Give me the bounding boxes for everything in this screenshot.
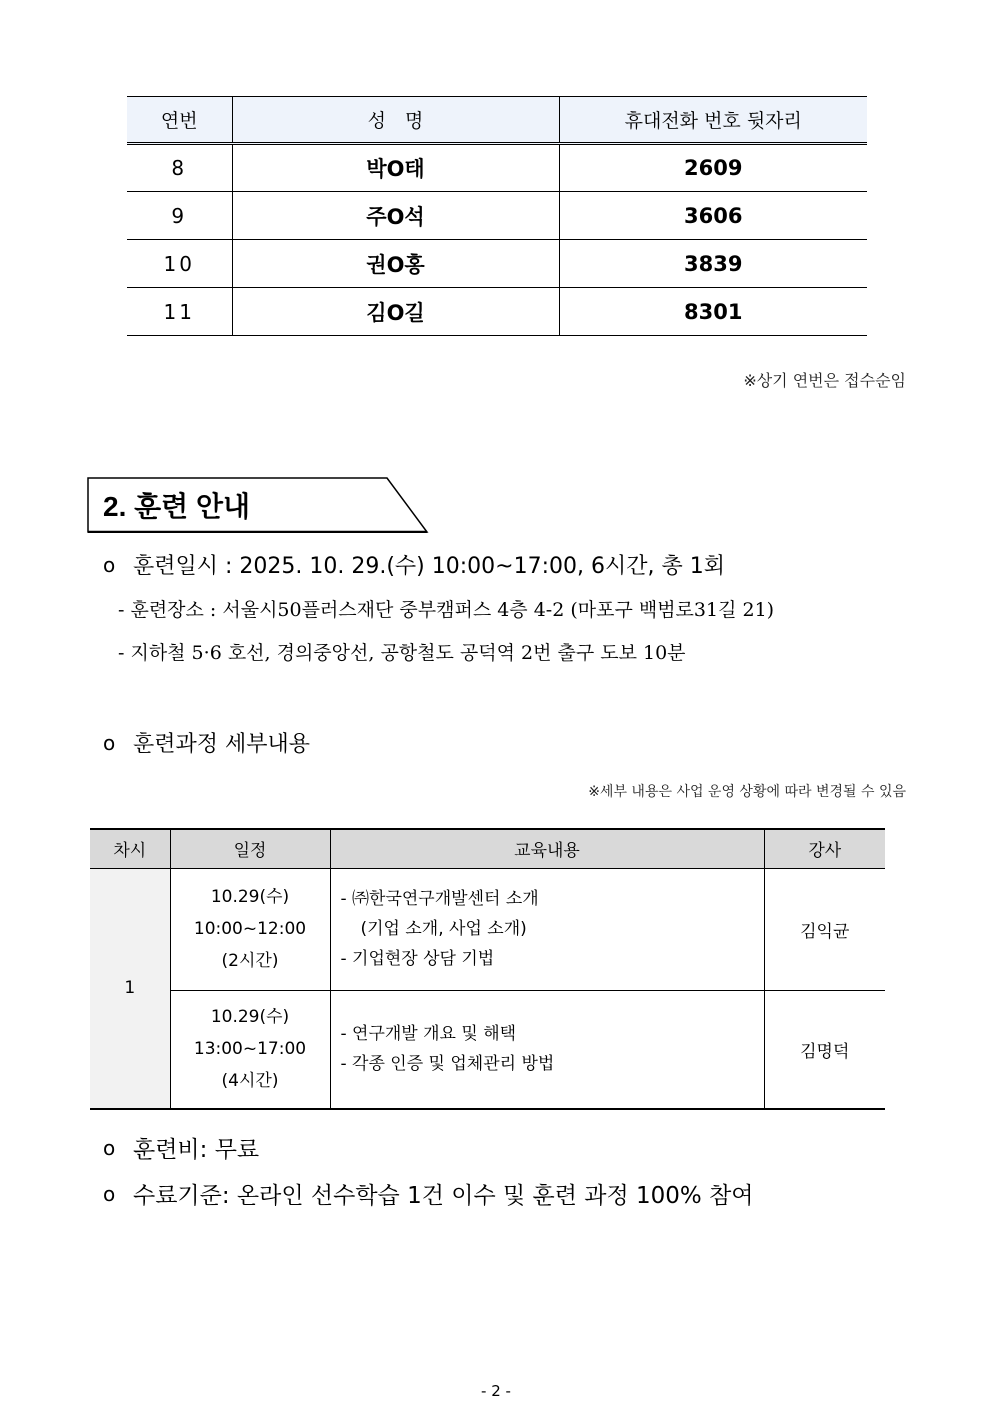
details-text: 훈련과정 세부내용 — [133, 732, 311, 757]
header-instructor: 강사 — [764, 829, 885, 868]
completion-bullet — [103, 1177, 754, 1210]
bullet-icon: o — [103, 730, 116, 755]
schedule-cell — [170, 868, 330, 990]
curriculum-table — [90, 828, 885, 1110]
row-no: 9 — [127, 192, 232, 240]
table-row — [90, 868, 885, 990]
content-line: - 연구개발 개요 및 해택 — [340, 1024, 517, 1045]
participants-footnote: ※상기 연번은 접수순임 — [743, 371, 906, 390]
details-note: ※세부 내용은 사업 운영 상황에 따라 변경될 수 있음 — [588, 784, 906, 800]
table-row — [90, 990, 885, 1109]
section-title: 2. 훈련 안내 — [103, 491, 251, 522]
schedule-cell — [170, 990, 330, 1109]
table-row — [127, 288, 867, 336]
schedule-date: 10.29(수) — [210, 887, 290, 907]
instructor-cell: 김명덕 — [764, 990, 885, 1109]
instructor-cell: 김익균 — [764, 868, 885, 990]
schedule-date: 10.29(수) — [210, 1007, 290, 1028]
content-line: - 기업현장 상담 기법 — [340, 949, 495, 969]
table-header-row — [90, 829, 885, 868]
table-row — [127, 144, 867, 192]
row-no: 11 — [127, 288, 232, 336]
schedule-bullet — [103, 549, 725, 580]
schedule-duration: (4시간) — [221, 1071, 279, 1092]
location-line: - 훈련장소 : 서울시50플러스재단 중부캠퍼스 4층 4-2 (마포구 백범로31길 21) — [118, 599, 775, 621]
details-bullet — [103, 727, 310, 758]
row-name: 박O태 — [232, 144, 559, 192]
header-phone: 휴대전화 번호 뒷자리 — [559, 97, 867, 144]
row-no: 10 — [127, 240, 232, 288]
row-name: 김O길 — [232, 288, 559, 336]
table-row — [127, 240, 867, 288]
completion-text: 수료기준: 온라인 선수학습 1건 이수 및 훈련 과정 100% 참여 — [133, 1183, 754, 1209]
row-phone: 8301 — [559, 288, 867, 336]
header-name: 성 명 — [232, 97, 559, 144]
row-no: 8 — [127, 144, 232, 192]
bullet-icon: o — [103, 1135, 116, 1160]
schedule-duration: (2시간) — [221, 951, 279, 971]
row-name: 주O석 — [232, 192, 559, 240]
header-content: 교육내용 — [330, 829, 764, 868]
table-header-row — [127, 97, 867, 144]
bullet-icon: o — [103, 1181, 116, 1206]
participants-table — [127, 96, 867, 336]
bullet-icon: o — [103, 552, 116, 577]
table-row — [127, 192, 867, 240]
row-phone: 2609 — [559, 144, 867, 192]
transit-line: - 지하철 5·6 호선, 경의중앙선, 공항철도 공덕역 2번 출구 도보 10분 — [118, 642, 686, 664]
header-schedule: 일정 — [170, 829, 330, 868]
content-line: - 각종 인증 및 업체관리 방법 — [340, 1054, 555, 1075]
page-number: - 2 - — [481, 1382, 511, 1400]
session-number: 1 — [90, 868, 170, 1109]
fee-bullet — [103, 1131, 259, 1164]
schedule-time: 13:00~17:00 — [193, 1039, 307, 1060]
content-cell — [330, 990, 764, 1109]
content-cell — [330, 868, 764, 990]
content-line: (기업 소개, 사업 소개) — [360, 919, 527, 939]
row-phone: 3606 — [559, 192, 867, 240]
row-phone: 3839 — [559, 240, 867, 288]
schedule-time: 10:00~12:00 — [193, 919, 307, 939]
schedule-text: 훈련일시 : 2025. 10. 29.(수) 10:00~17:00, 6시간, 총 1회 — [133, 554, 725, 579]
header-session: 차시 — [90, 829, 170, 868]
section-heading-box — [87, 477, 429, 533]
header-no: 연번 — [127, 97, 232, 144]
fee-text: 훈련비: 무료 — [133, 1137, 260, 1163]
content-line: - ㈜한국연구개발센터 소개 — [340, 889, 539, 909]
row-name: 권O홍 — [232, 240, 559, 288]
